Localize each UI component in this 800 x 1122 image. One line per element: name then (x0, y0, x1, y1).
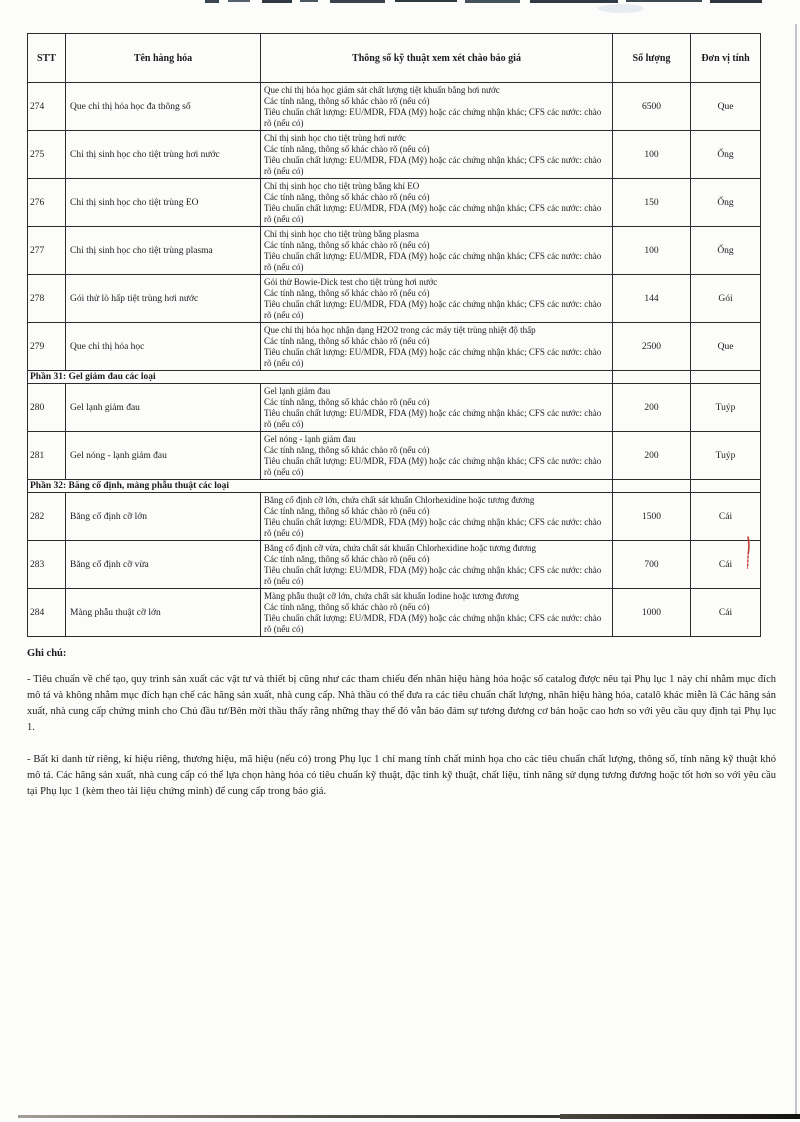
name-cell: Chỉ thị sinh học cho tiệt trùng EO (66, 179, 261, 227)
qty-cell: 700 (613, 541, 691, 589)
scan-artifact-top (0, 0, 800, 14)
unit-cell: Ống (691, 227, 761, 275)
scan-artifact-bottom-dark (560, 1114, 800, 1119)
spec-cell (261, 541, 613, 589)
header-specs: Thông số kỹ thuật xem xét chào báo giá (261, 34, 613, 83)
spec-line: Băng cố định cỡ vừa, chứa chất sát khuẩn Chlorhexidine hoặc tương đương (264, 543, 536, 553)
spec-cell (261, 589, 613, 637)
spec-line: Các tính năng, thông số khác chào rõ (nếu có) (264, 554, 430, 564)
table-row (28, 323, 761, 371)
spec-line: Tiêu chuẩn chất lượng: EU/MDR, FDA (Mỹ) hoặc các chứng nhận khác; CFS các nước: chào rõ (nếu có) (264, 456, 602, 477)
name-cell: Băng cố định cỡ lớn (66, 493, 261, 541)
stt-cell: 275 (28, 131, 66, 179)
unit-cell: Ống (691, 179, 761, 227)
qty-cell: 200 (613, 384, 691, 432)
unit-cell: Cái (691, 493, 761, 541)
name-cell: Chỉ thị sinh học cho tiệt trùng plasma (66, 227, 261, 275)
section-row (28, 480, 761, 493)
stt-cell: 279 (28, 323, 66, 371)
spec-line: Chỉ thị sinh học cho tiệt trùng bằng khí EO (264, 181, 420, 191)
qty-cell: 1500 (613, 493, 691, 541)
notes-title: Ghi chú: (27, 648, 67, 659)
items-table (27, 33, 761, 637)
stt-cell: 274 (28, 83, 66, 131)
spec-line: Các tính năng, thông số khác chào rõ (nếu có) (264, 506, 430, 516)
items-table-body (28, 83, 761, 637)
table-row (28, 493, 761, 541)
table-header-row (28, 34, 761, 83)
spec-line: Tiêu chuẩn chất lượng: EU/MDR, FDA (Mỹ) hoặc các chứng nhận khác; CFS các nước: chào rõ (nếu có) (264, 203, 602, 224)
qty-cell: 2500 (613, 323, 691, 371)
unit-cell: Cái (691, 541, 761, 589)
stt-cell: 276 (28, 179, 66, 227)
spec-cell (261, 432, 613, 480)
spec-line: Tiêu chuẩn chất lượng: EU/MDR, FDA (Mỹ) hoặc các chứng nhận khác; CFS các nước: chào rõ (nếu có) (264, 299, 602, 320)
section-label: Phần 32: Băng cố định, màng phẫu thuật các loại (28, 480, 613, 493)
spec-line: Băng cố định cỡ lớn, chứa chất sát khuẩn Chlorhexidine hoặc tương đương (264, 495, 535, 505)
table-row (28, 131, 761, 179)
name-cell: Gel lạnh giảm đau (66, 384, 261, 432)
spec-line: Các tính năng, thông số khác chào rõ (nếu có) (264, 144, 430, 154)
notes-section (27, 646, 776, 816)
spec-line: Tiêu chuẩn chất lượng: EU/MDR, FDA (Mỹ) hoặc các chứng nhận khác; CFS các nước: chào rõ (nếu có) (264, 251, 602, 272)
name-cell: Que chỉ thị hóa học (66, 323, 261, 371)
qty-cell: 150 (613, 179, 691, 227)
scan-artifact-right-edge (795, 24, 797, 1114)
spec-line: Các tính năng, thông số khác chào rõ (nếu có) (264, 336, 430, 346)
table-row (28, 83, 761, 131)
section-empty-unit (691, 480, 761, 493)
stt-cell: 278 (28, 275, 66, 323)
spec-line: Chỉ thị sinh học cho tiệt trùng bằng plasma (264, 229, 419, 239)
unit-cell: Tuýp (691, 384, 761, 432)
name-cell: Màng phẫu thuật cỡ lớn (66, 589, 261, 637)
name-cell: Băng cố định cỡ vừa (66, 541, 261, 589)
spec-line: Các tính năng, thông số khác chào rõ (nếu có) (264, 192, 430, 202)
qty-cell: 100 (613, 131, 691, 179)
spec-line: Các tính năng, thông số khác chào rõ (nếu có) (264, 240, 430, 250)
spec-cell (261, 227, 613, 275)
stt-cell: 284 (28, 589, 66, 637)
name-cell: Que chỉ thị hóa học đa thông số (66, 83, 261, 131)
table-row (28, 589, 761, 637)
unit-cell: Gói (691, 275, 761, 323)
spec-line: Que chỉ thị hóa học nhận dạng H2O2 trong các máy tiệt trùng nhiệt độ thấp (264, 325, 536, 335)
section-empty-unit (691, 371, 761, 384)
spec-cell (261, 323, 613, 371)
spec-line: Gel nóng - lạnh giảm đau (264, 434, 356, 444)
name-cell: Gel nóng - lạnh giảm đau (66, 432, 261, 480)
spec-cell (261, 179, 613, 227)
unit-cell: Que (691, 83, 761, 131)
header-stt: STT (28, 34, 66, 83)
spec-line: Các tính năng, thông số khác chào rõ (nếu có) (264, 288, 430, 298)
section-empty-qty (613, 480, 691, 493)
spec-line: Màng phẫu thuật cỡ lớn, chứa chất sát khuẩn Iodine hoặc tương đương (264, 591, 519, 601)
spec-line: Tiêu chuẩn chất lượng: EU/MDR, FDA (Mỹ) hoặc các chứng nhận khác; CFS các nước: chào rõ (nếu có) (264, 408, 602, 429)
spec-line: Tiêu chuẩn chất lượng: EU/MDR, FDA (Mỹ) hoặc các chứng nhận khác; CFS các nước: chào rõ (nếu có) (264, 565, 602, 586)
qty-cell: 1000 (613, 589, 691, 637)
spec-line: Tiêu chuẩn chất lượng: EU/MDR, FDA (Mỹ) hoặc các chứng nhận khác; CFS các nước: chào rõ (nếu có) (264, 517, 602, 538)
section-empty-qty (613, 371, 691, 384)
header-quantity: Số lượng (613, 34, 691, 83)
note-paragraph: - Bất kì danh từ riêng, kí hiệu riêng, thương hiệu, mã hiệu (nếu có) trong Phụ lục 1 chỉ mang tính chất minh họa cho các tiêu chuẩn chất lượng, thông số, tính năng kỹ thuật khó mô tả. Các hãng sản xuất, nhà cung cấp có thể lựa chọn hàng hóa có tiêu chuẩn kỹ thuật, đặc tính kỹ thuật, chất liệu, tính năng sử dụng tương đương hoặc tốt hơn so với yêu cầu tại Phụ lục 1 (kèm theo tài liệu chứng minh) để cung cấp trong báo giá. (27, 754, 776, 797)
spec-cell (261, 131, 613, 179)
spec-line: Gel lạnh giảm đau (264, 386, 331, 396)
spec-line: Que chỉ thị hóa học giám sát chất lượng tiệt khuẩn bằng hơi nước (264, 85, 500, 95)
unit-cell: Cái (691, 589, 761, 637)
spec-line: Tiêu chuẩn chất lượng: EU/MDR, FDA (Mỹ) hoặc các chứng nhận khác; CFS các nước: chào rõ (nếu có) (264, 155, 602, 176)
red-pen-mark (743, 535, 753, 571)
table-row (28, 227, 761, 275)
unit-cell: Ống (691, 131, 761, 179)
spec-line: Các tính năng, thông số khác chào rõ (nếu có) (264, 445, 430, 455)
table-row (28, 541, 761, 589)
table-row (28, 432, 761, 480)
spec-line: Các tính năng, thông số khác chào rõ (nếu có) (264, 397, 430, 407)
spec-line: Các tính năng, thông số khác chào rõ (nếu có) (264, 96, 430, 106)
unit-cell: Que (691, 323, 761, 371)
unit-cell: Tuýp (691, 432, 761, 480)
stt-cell: 281 (28, 432, 66, 480)
name-cell: Gói thử lò hấp tiệt trùng hơi nước (66, 275, 261, 323)
table-row (28, 275, 761, 323)
spec-line: Chỉ thị sinh học cho tiệt trùng hơi nước (264, 133, 406, 143)
header-item-name: Tên hàng hóa (66, 34, 261, 83)
stt-cell: 283 (28, 541, 66, 589)
spec-cell (261, 384, 613, 432)
name-cell: Chỉ thị sinh học cho tiệt trùng hơi nước (66, 131, 261, 179)
spec-cell (261, 83, 613, 131)
qty-cell: 100 (613, 227, 691, 275)
stt-cell: 280 (28, 384, 66, 432)
header-unit: Đơn vị tính (691, 34, 761, 83)
qty-cell: 6500 (613, 83, 691, 131)
spec-line: Gói thử Bowie-Dick test cho tiệt trùng hơi nước (264, 277, 438, 287)
qty-cell: 200 (613, 432, 691, 480)
note-paragraph: - Tiêu chuẩn về chế tạo, quy trình sản xuất các vật tư và thiết bị cũng như các tham chiếu đến nhãn hiệu hàng hóa hoặc số catalog được nêu tại Phụ lục 1 này chỉ nhằm mục đích mô tả và không nhằm mục đích hạn chế các hãng sản xuất, nhà cung cấp. Nhà thầu có thể đưa ra các tiêu chuẩn chất lượng, nhãn hiệu hàng hóa, catalô khác miễn là Các hãng sản xuất, nhà cung cấp chứng minh cho Chủ đầu tư/Bên mời thầu thấy rằng những thay thế đó vẫn bảo đảm sự tương đương cơ bản hoặc cao hơn so với yêu cầu quy định tại Phụ lục 1. (27, 674, 776, 733)
stt-cell: 282 (28, 493, 66, 541)
spec-line: Tiêu chuẩn chất lượng: EU/MDR, FDA (Mỹ) hoặc các chứng nhận khác; CFS các nước: chào rõ (nếu có) (264, 347, 602, 368)
spec-line: Tiêu chuẩn chất lượng: EU/MDR, FDA (Mỹ) hoặc các chứng nhận khác; CFS các nước: chào rõ (nếu có) (264, 613, 602, 634)
table-row (28, 179, 761, 227)
stt-cell: 277 (28, 227, 66, 275)
spec-line: Các tính năng, thông số khác chào rõ (nếu có) (264, 602, 430, 612)
table-row (28, 384, 761, 432)
spec-line: Tiêu chuẩn chất lượng: EU/MDR, FDA (Mỹ) hoặc các chứng nhận khác; CFS các nước: chào rõ (nếu có) (264, 107, 602, 128)
spec-cell (261, 275, 613, 323)
qty-cell: 144 (613, 275, 691, 323)
section-label: Phần 31: Gel giảm đau các loại (28, 371, 613, 384)
section-row (28, 371, 761, 384)
spec-cell (261, 493, 613, 541)
